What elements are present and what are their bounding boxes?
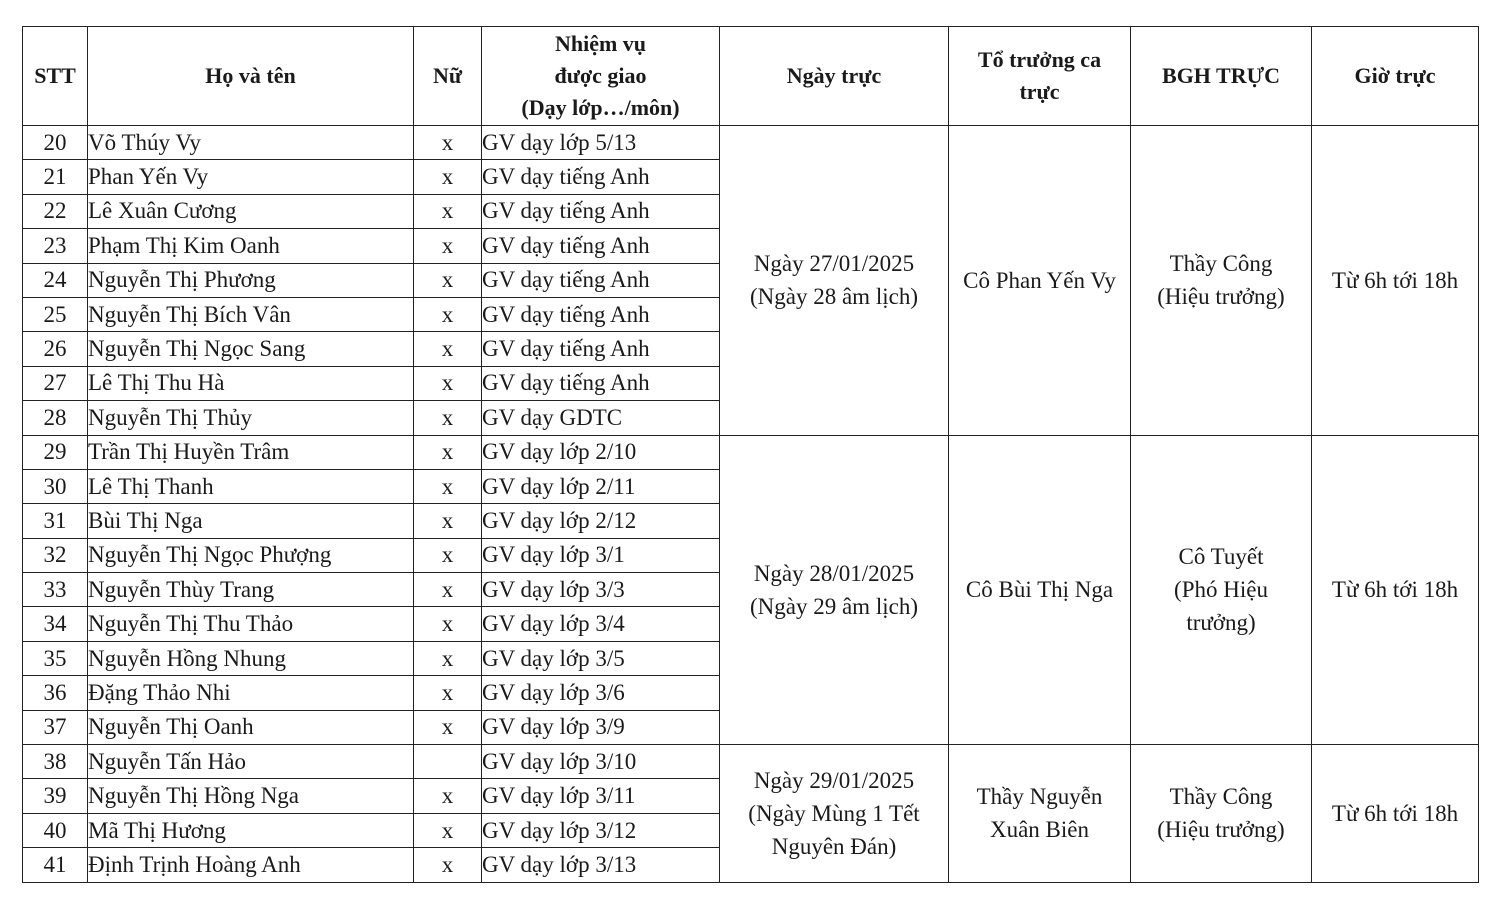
row-stt: 32 <box>23 538 88 572</box>
row-stt: 20 <box>23 126 88 160</box>
table-row <box>23 745 1479 779</box>
row-name: Nguyễn Thùy Trang <box>88 573 414 607</box>
row-task: GV dạy tiếng Anh <box>482 263 720 297</box>
row-female-mark <box>414 745 482 779</box>
row-female-mark: x <box>414 332 482 366</box>
row-task: GV dạy lớp 3/12 <box>482 813 720 847</box>
table-row <box>23 435 1479 469</box>
row-stt: 22 <box>23 194 88 228</box>
row-name: Lê Thị Thu Hà <box>88 366 414 400</box>
row-stt: 26 <box>23 332 88 366</box>
header-leader: Tổ trưởng ca trực <box>949 27 1131 126</box>
row-stt: 24 <box>23 263 88 297</box>
row-stt: 35 <box>23 641 88 675</box>
duty-hours <box>1312 126 1479 436</box>
row-name: Nguyễn Thị Ngọc Phượng <box>88 538 414 572</box>
shift-leader-line1: Cô Bùi Thị Nga <box>965 577 1114 603</box>
row-stt: 40 <box>23 813 88 847</box>
header-task-line1: Nhiệm vụ <box>554 31 647 56</box>
row-female-mark: x <box>414 779 482 813</box>
row-female-mark: x <box>414 366 482 400</box>
duty-hours-line1: Từ 6h tới 18h <box>1331 577 1459 603</box>
row-task: GV dạy lớp 3/4 <box>482 607 720 641</box>
duty-date-line2: (Ngày Mùng 1 Tết <box>748 800 920 826</box>
row-task: GV dạy lớp 3/6 <box>482 676 720 710</box>
row-task: GV dạy lớp 2/12 <box>482 504 720 538</box>
table-body <box>23 126 1479 883</box>
row-stt: 38 <box>23 745 88 779</box>
shift-leader-line1: Cô Phan Yến Vy <box>963 267 1116 293</box>
row-name: Nguyễn Thị Thu Thảo <box>88 607 414 641</box>
bgh-on-duty <box>1131 745 1312 883</box>
row-name: Phan Yến Vy <box>88 160 414 194</box>
row-task: GV dạy lớp 3/10 <box>482 745 720 779</box>
row-female-mark: x <box>414 641 482 675</box>
bgh-on-duty-line1: Thầy Công <box>1169 251 1273 277</box>
row-task: GV dạy lớp 3/13 <box>482 848 720 882</box>
row-female-mark: x <box>414 401 482 435</box>
row-task: GV dạy lớp 5/13 <box>482 126 720 160</box>
duty-date-line2: (Ngày 28 âm lịch) <box>750 284 918 310</box>
row-female-mark: x <box>414 813 482 847</box>
row-task: GV dạy lớp 2/10 <box>482 435 720 469</box>
row-name: Nguyễn Thị Ngọc Sang <box>88 332 414 366</box>
row-stt: 21 <box>23 160 88 194</box>
row-task: GV dạy tiếng Anh <box>482 366 720 400</box>
row-name: Nguyễn Thị Thủy <box>88 401 414 435</box>
row-female-mark: x <box>414 607 482 641</box>
duty-date <box>720 435 949 745</box>
row-name: Nguyễn Thị Bích Vân <box>88 297 414 331</box>
duty-date-line1: Ngày 29/01/2025 <box>753 767 915 793</box>
duty-hours <box>1312 435 1479 745</box>
row-name: Nguyễn Thị Oanh <box>88 710 414 744</box>
header-female: Nữ <box>414 27 482 126</box>
header-task-line2: được giao <box>554 63 647 88</box>
header-date: Ngày trực <box>720 27 949 126</box>
bgh-on-duty <box>1131 435 1312 745</box>
bgh-on-duty-line2: (Phó Hiệu trưởng) <box>1174 577 1268 636</box>
row-name: Phạm Thị Kim Oanh <box>88 229 414 263</box>
row-stt: 27 <box>23 366 88 400</box>
row-name: Nguyễn Tấn Hảo <box>88 745 414 779</box>
row-task: GV dạy lớp 2/11 <box>482 469 720 503</box>
row-stt: 25 <box>23 297 88 331</box>
row-name: Định Trịnh Hoàng Anh <box>88 848 414 882</box>
row-female-mark: x <box>414 194 482 228</box>
row-stt: 30 <box>23 469 88 503</box>
row-stt: 39 <box>23 779 88 813</box>
row-name: Bùi Thị Nga <box>88 504 414 538</box>
bgh-on-duty-line1: Thầy Công <box>1169 784 1273 810</box>
bgh-on-duty-line1: Cô Tuyết <box>1178 544 1264 570</box>
shift-leader <box>949 435 1131 745</box>
bgh-on-duty-line2: (Hiệu trưởng) <box>1157 817 1285 843</box>
row-female-mark: x <box>414 263 482 297</box>
row-female-mark: x <box>414 710 482 744</box>
row-name: Nguyễn Thị Hồng Nga <box>88 779 414 813</box>
row-name: Đặng Thảo Nhi <box>88 676 414 710</box>
duty-date <box>720 745 949 883</box>
row-stt: 37 <box>23 710 88 744</box>
row-female-mark: x <box>414 538 482 572</box>
header-row <box>23 27 1479 126</box>
duty-date <box>720 126 949 436</box>
row-female-mark: x <box>414 573 482 607</box>
shift-leader <box>949 126 1131 436</box>
row-female-mark: x <box>414 229 482 263</box>
row-task: GV dạy tiếng Anh <box>482 229 720 263</box>
row-name: Nguyễn Hồng Nhung <box>88 641 414 675</box>
row-stt: 28 <box>23 401 88 435</box>
row-task: GV dạy tiếng Anh <box>482 297 720 331</box>
row-female-mark: x <box>414 469 482 503</box>
header-bgh: BGH TRỰC <box>1131 27 1312 126</box>
header-hours: Giờ trực <box>1312 27 1479 126</box>
row-female-mark: x <box>414 435 482 469</box>
row-name: Nguyễn Thị Phương <box>88 263 414 297</box>
duty-date-line3: Nguyên Đán) <box>771 833 897 859</box>
row-name: Mã Thị Hương <box>88 813 414 847</box>
row-stt: 36 <box>23 676 88 710</box>
row-task: GV dạy GDTC <box>482 401 720 435</box>
row-female-mark: x <box>414 126 482 160</box>
row-name: Lê Xuân Cương <box>88 194 414 228</box>
row-task: GV dạy lớp 3/9 <box>482 710 720 744</box>
duty-hours-line1: Từ 6h tới 18h <box>1331 800 1459 826</box>
shift-leader-line1: Thầy Nguyễn Xuân Biên <box>976 784 1103 843</box>
row-task: GV dạy tiếng Anh <box>482 194 720 228</box>
row-female-mark: x <box>414 297 482 331</box>
row-task: GV dạy tiếng Anh <box>482 160 720 194</box>
duty-date-line2: (Ngày 29 âm lịch) <box>750 593 918 619</box>
row-stt: 41 <box>23 848 88 882</box>
bgh-on-duty <box>1131 126 1312 436</box>
row-name: Lê Thị Thanh <box>88 469 414 503</box>
duty-schedule-table <box>22 26 1479 883</box>
row-task: GV dạy lớp 3/1 <box>482 538 720 572</box>
row-stt: 23 <box>23 229 88 263</box>
duty-hours <box>1312 745 1479 883</box>
table-row <box>23 126 1479 160</box>
duty-hours-line1: Từ 6h tới 18h <box>1331 267 1459 293</box>
bgh-on-duty-line2: (Hiệu trưởng) <box>1157 284 1285 310</box>
row-name: Võ Thúy Vy <box>88 126 414 160</box>
row-stt: 29 <box>23 435 88 469</box>
duty-date-line1: Ngày 28/01/2025 <box>753 560 915 586</box>
row-task: GV dạy tiếng Anh <box>482 332 720 366</box>
duty-date-line1: Ngày 27/01/2025 <box>753 251 915 277</box>
row-stt: 33 <box>23 573 88 607</box>
row-female-mark: x <box>414 676 482 710</box>
row-female-mark: x <box>414 504 482 538</box>
header-task <box>482 27 720 126</box>
row-task: GV dạy lớp 3/3 <box>482 573 720 607</box>
row-task: GV dạy lớp 3/11 <box>482 779 720 813</box>
header-stt: STT <box>23 27 88 126</box>
header-name: Họ và tên <box>88 27 414 126</box>
row-stt: 31 <box>23 504 88 538</box>
row-task: GV dạy lớp 3/5 <box>482 641 720 675</box>
header-task-line3: (Dạy lớp…/môn) <box>521 95 680 120</box>
row-female-mark: x <box>414 160 482 194</box>
row-name: Trần Thị Huyền Trâm <box>88 435 414 469</box>
shift-leader <box>949 745 1131 883</box>
row-female-mark: x <box>414 848 482 882</box>
row-stt: 34 <box>23 607 88 641</box>
